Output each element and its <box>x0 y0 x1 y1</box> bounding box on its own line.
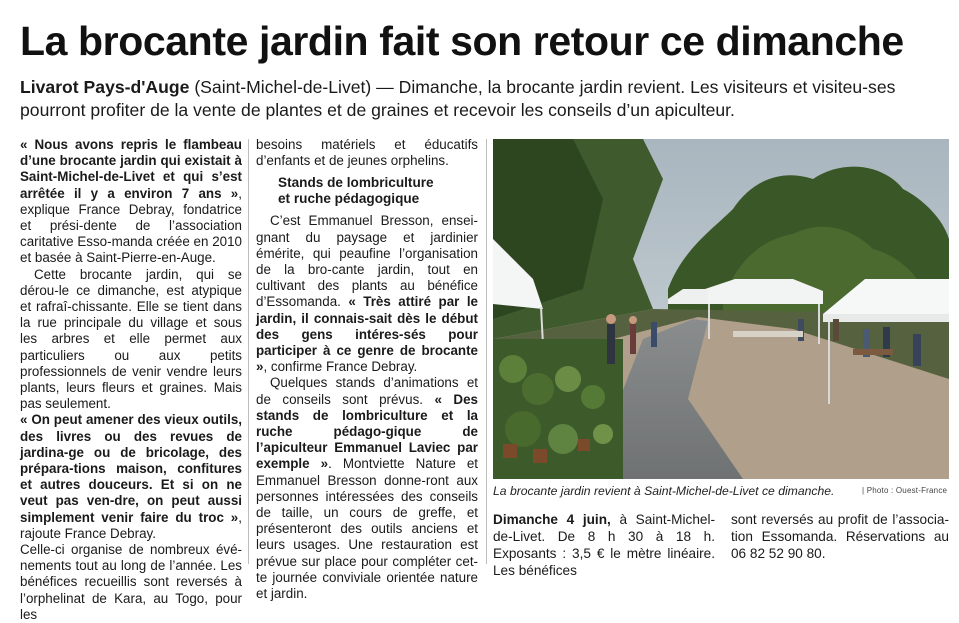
paragraph: Cette brocante jardin, qui se dérou-le ce dimanche, est atypique et rafraî-chissante. Elle se tient dans la rue principale du village et sous les arbres et elle permet aux particuliers ou aux petits professionnels de venir vendre leurs plants, leurs fleurs et graines. Mais pas seulement. <box>20 266 242 412</box>
subheading-line: et ruche pédagogique <box>278 191 420 207</box>
subheading-line: Stands de lombriculture <box>278 175 434 191</box>
subheading <box>278 175 478 207</box>
chapo <box>20 76 938 122</box>
headline: La brocante jardin fait son retour ce dimanche <box>20 18 904 64</box>
text: C’est Emmanuel Bresson, ensei-gnant du paysage et jardinier émérite, qui peaufine l’organisation de la bro-cante jardin, tout en cultivant des plants au bénéfice d’Essomanda. <box>256 213 478 310</box>
text: à Saint-Michel-de-Livet. De 8 h 30 à 18 h. Exposants : 3,5 € le mètre linéaire. Les bénéfices <box>493 512 715 578</box>
photo-brocante <box>493 139 949 479</box>
sublocation: (Saint-Michel-de-Livet) <box>194 77 372 97</box>
paragraph <box>256 375 478 602</box>
text: , rajoute France Debray. <box>20 509 242 541</box>
event-date: Dimanche 4 juin, <box>493 512 611 527</box>
plants-stall <box>493 339 623 479</box>
paragraph <box>20 137 242 267</box>
paragraph: besoins matériels et éducatifs d’enfants et de jeunes orphelins. <box>256 137 478 169</box>
chapo-text: — Dimanche, la brocante jardin revient. Les visiteurs et visiteu-ses pourront profiter de la vente de plantes et de graines et recevoir les conseils d’un apiculteur. <box>20 77 896 120</box>
column-1 <box>20 137 242 623</box>
quote: « Très attiré par le jardin, il connais-sait dès le début des gens intéres-sés pour participer à ce genre de brocante » <box>256 294 479 375</box>
paragraph <box>20 412 242 542</box>
photo-credit: | Photo : Ouest-France <box>862 486 948 495</box>
paragraph: Celle-ci organise de nombreux évé-nements tout au long de l’année. Les bénéfices recueillis sont reversés à l’orphelinat de Kara, au Togo, pour les <box>20 542 242 622</box>
text: Quelques stands d’animations et de conseils sont prévus. <box>256 375 478 407</box>
column-2 <box>256 137 478 602</box>
photo-illustration <box>493 139 949 479</box>
photo-caption: La brocante jardin revient à Saint-Michel-de-Livet ce dimanche. <box>493 484 835 498</box>
practical-info-continued: sont reversés au profit de l’associa-tion Essomanda. Réservations au 06 82 52 90 80. <box>731 512 949 561</box>
quote: « Nous avons repris le flambeau d’une brocante jardin qui existait à Saint-Michel-de-Livet et qui s’est arrêtée il y a environ 7 ans » <box>20 137 242 201</box>
column-rule <box>486 139 487 564</box>
text: . Montviette Nature et Emmanuel Bresson donne-ront aux personnes intéressées des conseils de taille, un cours de greffe, et présenteront des outils anciens et leurs usages. Une restauration est prévue sur place pour compléter cet-te journée conviviale orientée nature et jardin. <box>256 456 479 602</box>
location: Livarot Pays-d'Auge <box>20 77 190 97</box>
quote: « On peut amener des vieux outils, des livres ou des revues de jardina-ge ou de bricolage, des prépara-tions maison, confitures et autres douceurs. Et si on ne veut pas ven-dre, on peut aussi simplement venir faire du troc » <box>20 412 242 525</box>
text: , confirme France Debray. <box>263 359 418 375</box>
paragraph <box>256 213 478 375</box>
text: , explique France Debray, fondatrice et prési-dente de l’association caritative Esso-manda créée en 2010 et basée à Saint-Pierre-en-Auge. <box>20 185 242 266</box>
column-rule <box>248 139 249 564</box>
quote: « Des stands de lombriculture et la ruche pédago-gique de l’apiculteur Emmanuel Laviec par exemple » <box>256 391 478 472</box>
practical-info <box>493 511 715 579</box>
